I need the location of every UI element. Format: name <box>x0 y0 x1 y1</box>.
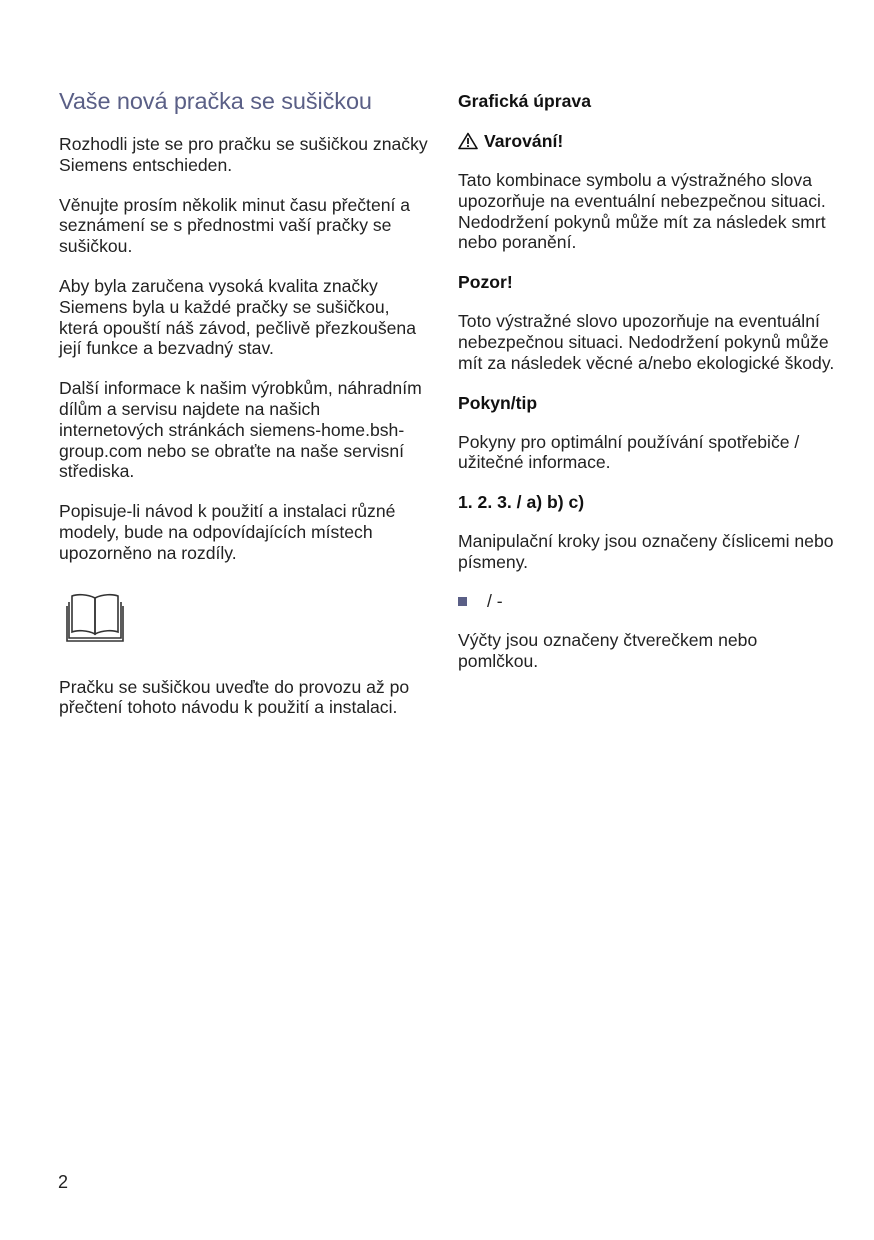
steps-title: 1. 2. 3. / a) b) c) <box>458 492 585 513</box>
caution-text: Toto výstražné slovo upozorňuje na eventuální nebezpečnou situaci. Nedodržení pokynů může mít za následek věcné a/nebo ekologické škody. <box>458 311 835 373</box>
page-title: Vaše nová pračka se sušičkou <box>59 88 372 114</box>
start-paragraph: Pračku se sušičkou uveďte do provozu až po přečtení tohoto návodu k použití a instalaci. <box>59 676 410 718</box>
warning-title: Varování! <box>484 131 564 151</box>
models-paragraph: Popisuje-li návod k použití a instalaci různé modely, bude na odpovídajících místech upozorněno na rozdíly. <box>59 501 396 563</box>
read-paragraph: Věnujte prosím několik minut času přečtení a seznámení se s přednostmi vaší pračky se sušičkou. <box>59 194 411 257</box>
warning-text: Tato kombinace symbolu a výstražného slova upozorňuje na eventuální nebezpečnou situaci. Nedodržení pokynů může mít za následek smrt nebo poranění. <box>458 170 826 253</box>
quality-paragraph: Aby byla zaručena vysoká kvalita značky Siemens byla u každé pračky se sušičkou, která opouští náš závod, pečlivě přezkoušena její funkce a bezvadný stav. <box>59 275 416 359</box>
steps-text: Manipulační kroky jsou označeny číslicemi nebo písmeny. <box>458 531 834 572</box>
left-column <box>59 88 429 737</box>
tip-text: Pokyny pro optimální používání spotřebiče / užitečné informace. <box>458 431 800 473</box>
open-book-icon <box>65 592 125 644</box>
right-column <box>458 90 838 689</box>
caution-title: Pozor! <box>458 272 513 293</box>
graphics-heading: Grafická úprava <box>458 91 592 111</box>
tip-title: Pokyn/tip <box>458 392 538 413</box>
intro-paragraph: Rozhodli jste se pro pračku se sušičkou značky Siemens entschieden. <box>59 134 428 175</box>
bullet-symbol: / - <box>487 590 503 611</box>
warning-triangle-icon <box>458 132 478 150</box>
square-bullet-icon <box>458 597 467 606</box>
warning-heading <box>458 130 838 152</box>
bullet-legend <box>458 591 838 612</box>
info-paragraph: Další informace k našim výrobkům, náhradním dílům a servisu najdete na našich internetových stránkách siemens-home.bsh-group.com nebo se obraťte na naše servisní střediska. <box>59 378 422 482</box>
page-number: 2 <box>58 1172 69 1192</box>
bullet-text: Výčty jsou označeny čtverečkem nebo pomlčkou. <box>458 629 758 671</box>
